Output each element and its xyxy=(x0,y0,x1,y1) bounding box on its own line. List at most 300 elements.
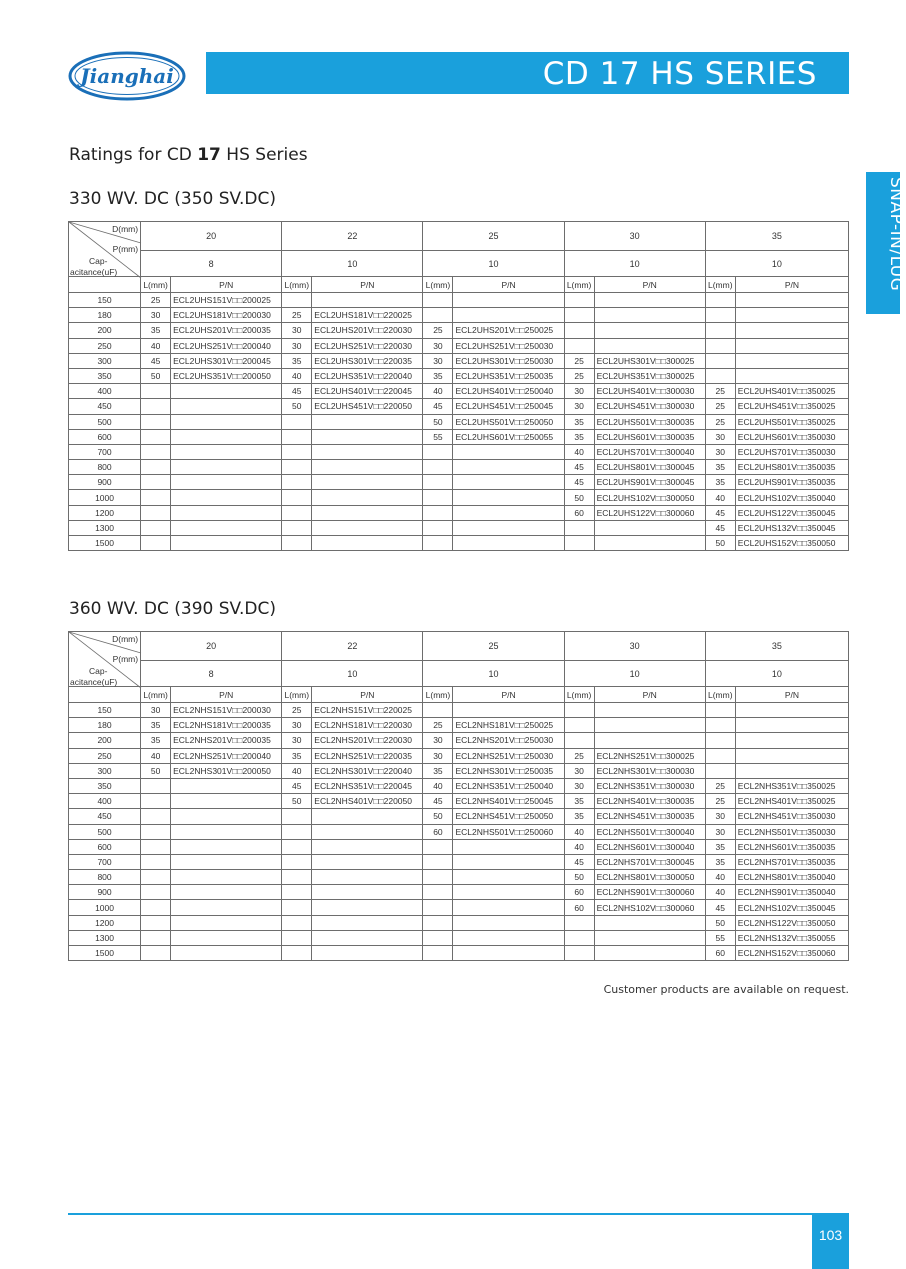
length-cell: 35 xyxy=(564,809,594,824)
part-number-cell: ECL2NHS401V□□300035 xyxy=(594,794,705,809)
diameter-header: 30 xyxy=(564,222,705,251)
length-cell: 40 xyxy=(705,885,735,900)
part-number-cell xyxy=(171,839,282,854)
part-number-cell xyxy=(171,778,282,793)
length-cell: 45 xyxy=(564,854,594,869)
side-tab-label: SNAP-IN/LUG xyxy=(886,177,906,292)
part-number-cell xyxy=(171,460,282,475)
capacitance-cell: 1000 xyxy=(69,900,141,915)
length-cell xyxy=(282,839,312,854)
table-row xyxy=(69,353,849,368)
heading-suffix: HS Series xyxy=(220,145,308,165)
part-number-cell xyxy=(735,293,848,308)
length-cell xyxy=(423,505,453,520)
pn-header: P/N xyxy=(735,277,848,293)
length-cell xyxy=(141,460,171,475)
length-cell: 45 xyxy=(423,399,453,414)
part-number-cell: ECL2UHS251V□□220030 xyxy=(312,338,423,353)
length-cell xyxy=(141,384,171,399)
part-number-cell xyxy=(594,338,705,353)
part-number-cell: ECL2UHS251V□□200040 xyxy=(171,338,282,353)
length-cell: 35 xyxy=(282,353,312,368)
length-cell: 45 xyxy=(564,460,594,475)
diameter-header: 25 xyxy=(423,222,564,251)
length-cell xyxy=(282,414,312,429)
part-number-cell xyxy=(312,444,423,459)
table-row xyxy=(69,384,849,399)
part-number-cell: ECL2UHS401V□□350025 xyxy=(735,384,848,399)
length-cell xyxy=(282,520,312,535)
length-cell xyxy=(564,930,594,945)
length-cell: 35 xyxy=(564,794,594,809)
part-number-cell xyxy=(171,475,282,490)
length-cell xyxy=(423,885,453,900)
table-row xyxy=(69,293,849,308)
length-header: L(mm) xyxy=(705,687,735,703)
capacitance-cell: 300 xyxy=(69,763,141,778)
length-cell: 25 xyxy=(705,414,735,429)
part-number-cell xyxy=(453,930,564,945)
part-number-cell: ECL2UHS152V□□350050 xyxy=(735,536,848,551)
length-cell: 40 xyxy=(705,870,735,885)
length-cell xyxy=(564,520,594,535)
part-number-cell: ECL2UHS301V□□200045 xyxy=(171,353,282,368)
capacitance-cell: 250 xyxy=(69,748,141,763)
table-row xyxy=(69,946,849,961)
page-heading xyxy=(69,145,308,165)
length-cell xyxy=(423,915,453,930)
pitch-header: 8 xyxy=(141,251,282,277)
part-number-cell xyxy=(312,885,423,900)
length-cell: 60 xyxy=(564,900,594,915)
length-cell: 30 xyxy=(282,338,312,353)
length-cell xyxy=(141,870,171,885)
pitch-header: 10 xyxy=(705,661,848,687)
length-cell: 50 xyxy=(282,794,312,809)
part-number-cell: ECL2NHS181V□□250025 xyxy=(453,718,564,733)
part-number-cell xyxy=(171,536,282,551)
length-cell xyxy=(282,490,312,505)
capacitance-cell: 600 xyxy=(69,839,141,854)
length-cell: 60 xyxy=(564,885,594,900)
length-cell xyxy=(282,870,312,885)
part-number-cell xyxy=(171,444,282,459)
part-number-cell xyxy=(171,809,282,824)
length-cell: 50 xyxy=(282,399,312,414)
part-number-cell: ECL2UHS401V□□250040 xyxy=(453,384,564,399)
table-row xyxy=(69,718,849,733)
length-cell: 30 xyxy=(282,718,312,733)
length-cell: 25 xyxy=(705,794,735,809)
length-cell: 50 xyxy=(423,414,453,429)
availability-note: Customer products are available on request. xyxy=(603,983,849,996)
pn-header: P/N xyxy=(453,687,564,703)
jianghai-logo xyxy=(67,50,187,102)
length-header: L(mm) xyxy=(423,277,453,293)
part-number-cell xyxy=(171,794,282,809)
part-number-cell: ECL2NHS701V□□350035 xyxy=(735,854,848,869)
length-cell: 30 xyxy=(705,824,735,839)
pitch-header: 10 xyxy=(705,251,848,277)
part-number-cell xyxy=(453,870,564,885)
table-row xyxy=(69,520,849,535)
capacitance-cell: 150 xyxy=(69,293,141,308)
blank-label-cell xyxy=(69,687,141,703)
length-cell: 50 xyxy=(141,763,171,778)
length-cell: 30 xyxy=(282,323,312,338)
diameter-header: 20 xyxy=(141,632,282,661)
length-header: L(mm) xyxy=(141,277,171,293)
part-number-cell xyxy=(453,946,564,961)
length-cell: 35 xyxy=(564,414,594,429)
length-cell xyxy=(423,930,453,945)
length-cell: 30 xyxy=(705,444,735,459)
part-number-cell: ECL2UHS451V□□220050 xyxy=(312,399,423,414)
length-cell xyxy=(705,293,735,308)
length-cell xyxy=(141,520,171,535)
table-row xyxy=(69,703,849,718)
part-number-cell xyxy=(594,323,705,338)
pitch-header: 8 xyxy=(141,661,282,687)
length-header: L(mm) xyxy=(705,277,735,293)
length-cell xyxy=(423,308,453,323)
part-number-cell: ECL2UHS901V□□350035 xyxy=(735,475,848,490)
length-cell: 25 xyxy=(564,368,594,383)
part-number-cell: ECL2UHS102V□□350040 xyxy=(735,490,848,505)
part-number-cell: ECL2UHS181V□□220025 xyxy=(312,308,423,323)
part-number-cell: ECL2NHS102V□□350045 xyxy=(735,900,848,915)
part-number-cell: ECL2NHS401V□□250045 xyxy=(453,794,564,809)
length-header: L(mm) xyxy=(564,277,594,293)
part-number-cell: ECL2NHS201V□□250030 xyxy=(453,733,564,748)
ratings-table-330v xyxy=(68,221,849,551)
length-cell xyxy=(141,399,171,414)
part-number-cell: ECL2NHS901V□□300060 xyxy=(594,885,705,900)
length-cell xyxy=(423,475,453,490)
length-cell xyxy=(141,429,171,444)
length-cell xyxy=(282,900,312,915)
length-cell xyxy=(705,733,735,748)
part-number-cell: ECL2UHS351V□□200050 xyxy=(171,368,282,383)
length-cell xyxy=(282,885,312,900)
table-row xyxy=(69,399,849,414)
pitch-header: 10 xyxy=(423,661,564,687)
length-cell: 30 xyxy=(564,763,594,778)
pn-header: P/N xyxy=(171,277,282,293)
length-cell: 25 xyxy=(282,703,312,718)
length-cell: 55 xyxy=(423,429,453,444)
length-cell xyxy=(423,520,453,535)
part-number-cell: ECL2UHS122V□□300060 xyxy=(594,505,705,520)
part-number-cell: ECL2UHS451V□□300030 xyxy=(594,399,705,414)
capacitance-cell: 1200 xyxy=(69,505,141,520)
length-cell: 35 xyxy=(705,475,735,490)
pitch-header: 10 xyxy=(282,251,423,277)
length-cell xyxy=(705,718,735,733)
length-cell xyxy=(564,308,594,323)
length-cell: 60 xyxy=(423,824,453,839)
part-number-cell: ECL2NHS151V□□220025 xyxy=(312,703,423,718)
part-number-cell xyxy=(312,839,423,854)
length-cell: 35 xyxy=(564,429,594,444)
part-number-cell xyxy=(312,809,423,824)
part-number-cell: ECL2NHS451V□□300035 xyxy=(594,809,705,824)
part-number-cell: ECL2NHS251V□□220035 xyxy=(312,748,423,763)
part-number-cell: ECL2UHS301V□□220035 xyxy=(312,353,423,368)
part-number-cell xyxy=(312,824,423,839)
length-cell: 45 xyxy=(282,384,312,399)
capacitance-cell: 1300 xyxy=(69,930,141,945)
length-cell xyxy=(705,748,735,763)
part-number-cell: ECL2UHS181V□□200030 xyxy=(171,308,282,323)
part-number-cell: ECL2NHS601V□□300040 xyxy=(594,839,705,854)
part-number-cell: ECL2NHS401V□□220050 xyxy=(312,794,423,809)
length-cell xyxy=(564,718,594,733)
length-cell: 30 xyxy=(141,308,171,323)
capacitance-cell: 700 xyxy=(69,854,141,869)
corner-cell xyxy=(69,222,141,277)
length-cell: 35 xyxy=(141,718,171,733)
part-number-cell xyxy=(594,703,705,718)
length-cell: 35 xyxy=(141,733,171,748)
part-number-cell xyxy=(453,900,564,915)
part-number-cell xyxy=(312,854,423,869)
length-cell: 35 xyxy=(705,460,735,475)
part-number-cell: ECL2NHS501V□□300040 xyxy=(594,824,705,839)
length-cell: 40 xyxy=(564,824,594,839)
part-number-cell: ECL2UHS451V□□350025 xyxy=(735,399,848,414)
part-number-cell: ECL2NHS501V□□250060 xyxy=(453,824,564,839)
part-number-cell xyxy=(312,915,423,930)
part-number-cell: ECL2NHS122V□□350050 xyxy=(735,915,848,930)
table-row xyxy=(69,444,849,459)
capacitance-cell: 250 xyxy=(69,338,141,353)
table-row xyxy=(69,809,849,824)
part-number-cell xyxy=(453,505,564,520)
length-cell xyxy=(705,353,735,368)
part-number-cell xyxy=(312,460,423,475)
length-cell: 40 xyxy=(141,338,171,353)
part-number-cell xyxy=(594,915,705,930)
length-cell: 30 xyxy=(423,353,453,368)
diameter-header: 35 xyxy=(705,632,848,661)
length-cell: 60 xyxy=(564,505,594,520)
table-row xyxy=(69,338,849,353)
table-row xyxy=(69,824,849,839)
capacitance-cell: 150 xyxy=(69,703,141,718)
part-number-cell: ECL2UHS701V□□300040 xyxy=(594,444,705,459)
part-number-cell xyxy=(171,520,282,535)
length-header: L(mm) xyxy=(423,687,453,703)
length-cell xyxy=(141,809,171,824)
part-number-cell: ECL2NHS301V□□250035 xyxy=(453,763,564,778)
length-cell: 30 xyxy=(564,399,594,414)
part-number-cell: ECL2NHS301V□□200050 xyxy=(171,763,282,778)
table1-title: 330 WV. DC (350 SV.DC) xyxy=(69,189,276,209)
length-cell xyxy=(282,505,312,520)
length-cell xyxy=(141,536,171,551)
table-row xyxy=(69,429,849,444)
length-cell: 30 xyxy=(423,748,453,763)
pn-header: P/N xyxy=(312,687,423,703)
length-cell xyxy=(141,854,171,869)
pitch-header: 10 xyxy=(423,251,564,277)
part-number-cell: ECL2UHS151V□□200025 xyxy=(171,293,282,308)
capacitance-cell: 500 xyxy=(69,824,141,839)
length-cell: 50 xyxy=(141,368,171,383)
length-cell xyxy=(705,368,735,383)
part-number-cell: ECL2NHS351V□□300030 xyxy=(594,778,705,793)
length-header: L(mm) xyxy=(282,277,312,293)
length-cell: 45 xyxy=(282,778,312,793)
capacitance-cell: 1300 xyxy=(69,520,141,535)
capacitance-cell: 600 xyxy=(69,429,141,444)
corner-cap-label-1: Cap- xyxy=(89,666,108,676)
part-number-cell: ECL2UHS201V□□220030 xyxy=(312,323,423,338)
table-row xyxy=(69,308,849,323)
part-number-cell: ECL2NHS801V□□300050 xyxy=(594,870,705,885)
length-cell xyxy=(564,915,594,930)
part-number-cell: ECL2NHS301V□□300030 xyxy=(594,763,705,778)
length-cell xyxy=(141,915,171,930)
part-number-cell: ECL2NHS251V□□200040 xyxy=(171,748,282,763)
length-cell: 45 xyxy=(705,520,735,535)
part-number-cell xyxy=(453,520,564,535)
part-number-cell xyxy=(453,915,564,930)
part-number-cell: ECL2UHS601V□□350030 xyxy=(735,429,848,444)
capacitance-cell: 450 xyxy=(69,399,141,414)
part-number-cell: ECL2UHS301V□□300025 xyxy=(594,353,705,368)
length-cell: 25 xyxy=(705,384,735,399)
length-cell: 40 xyxy=(423,778,453,793)
part-number-cell xyxy=(594,308,705,323)
series-title: CD 17 HS SERIES xyxy=(542,56,817,92)
table-row xyxy=(69,536,849,551)
length-cell: 45 xyxy=(423,794,453,809)
part-number-cell: ECL2UHS801V□□300045 xyxy=(594,460,705,475)
part-number-cell: ECL2UHS301V□□250030 xyxy=(453,353,564,368)
length-cell: 40 xyxy=(564,839,594,854)
part-number-cell xyxy=(312,293,423,308)
length-cell: 30 xyxy=(141,703,171,718)
part-number-cell xyxy=(312,900,423,915)
length-cell xyxy=(141,885,171,900)
part-number-cell xyxy=(594,536,705,551)
part-number-cell xyxy=(171,399,282,414)
capacitance-cell: 1500 xyxy=(69,536,141,551)
page-number: 103 xyxy=(818,1227,843,1243)
table-row xyxy=(69,460,849,475)
part-number-cell xyxy=(594,520,705,535)
length-cell xyxy=(282,854,312,869)
diameter-header: 22 xyxy=(282,222,423,251)
part-number-cell xyxy=(594,718,705,733)
length-cell xyxy=(423,460,453,475)
part-number-cell: ECL2UHS351V□□250035 xyxy=(453,368,564,383)
pn-header: P/N xyxy=(735,687,848,703)
table-row xyxy=(69,475,849,490)
part-number-cell xyxy=(312,536,423,551)
length-cell xyxy=(564,293,594,308)
part-number-cell: ECL2NHS601V□□350035 xyxy=(735,839,848,854)
part-number-cell xyxy=(171,505,282,520)
corner-labels xyxy=(69,222,140,276)
corner-cell xyxy=(69,632,141,687)
part-number-cell: ECL2UHS122V□□350045 xyxy=(735,505,848,520)
diameter-header: 30 xyxy=(564,632,705,661)
part-number-cell xyxy=(171,824,282,839)
table-row xyxy=(69,733,849,748)
length-cell xyxy=(423,839,453,854)
length-cell: 25 xyxy=(423,323,453,338)
part-number-cell: ECL2NHS301V□□220040 xyxy=(312,763,423,778)
length-cell xyxy=(141,414,171,429)
length-cell xyxy=(282,824,312,839)
length-cell: 40 xyxy=(705,490,735,505)
part-number-cell xyxy=(171,885,282,900)
part-number-cell: ECL2UHS601V□□250055 xyxy=(453,429,564,444)
length-cell: 50 xyxy=(705,536,735,551)
length-cell: 40 xyxy=(564,444,594,459)
length-cell: 45 xyxy=(705,900,735,915)
part-number-cell xyxy=(171,900,282,915)
part-number-cell: ECL2UHS601V□□300035 xyxy=(594,429,705,444)
part-number-cell: ECL2UHS401V□□300030 xyxy=(594,384,705,399)
part-number-cell: ECL2UHS102V□□300050 xyxy=(594,490,705,505)
length-cell xyxy=(282,946,312,961)
part-number-cell xyxy=(171,930,282,945)
part-number-cell: ECL2NHS451V□□350030 xyxy=(735,809,848,824)
length-cell: 30 xyxy=(423,733,453,748)
part-number-cell: ECL2UHS801V□□350035 xyxy=(735,460,848,475)
length-cell xyxy=(705,338,735,353)
length-cell: 35 xyxy=(423,763,453,778)
corner-d-label: D(mm) xyxy=(112,634,139,644)
part-number-cell: ECL2UHS501V□□250050 xyxy=(453,414,564,429)
capacitance-cell: 200 xyxy=(69,733,141,748)
capacitance-cell: 800 xyxy=(69,460,141,475)
capacitance-cell: 350 xyxy=(69,368,141,383)
table-row xyxy=(69,368,849,383)
part-number-cell xyxy=(453,293,564,308)
length-cell: 40 xyxy=(141,748,171,763)
part-number-cell: ECL2NHS801V□□350040 xyxy=(735,870,848,885)
length-cell xyxy=(141,930,171,945)
corner-cap-label-2: acitance(uF) xyxy=(70,267,118,277)
length-cell xyxy=(564,733,594,748)
length-cell: 50 xyxy=(564,870,594,885)
part-number-cell xyxy=(594,946,705,961)
length-cell xyxy=(282,915,312,930)
length-cell xyxy=(564,703,594,718)
part-number-cell xyxy=(594,930,705,945)
table-row xyxy=(69,854,849,869)
part-number-cell xyxy=(453,444,564,459)
table-row xyxy=(69,323,849,338)
table-row xyxy=(69,748,849,763)
table-row xyxy=(69,839,849,854)
part-number-cell: ECL2NHS152V□□350060 xyxy=(735,946,848,961)
length-cell xyxy=(282,429,312,444)
length-cell: 30 xyxy=(564,384,594,399)
blank-label-cell xyxy=(69,277,141,293)
part-number-cell xyxy=(735,703,848,718)
part-number-cell: ECL2NHS701V□□300045 xyxy=(594,854,705,869)
part-number-cell: ECL2NHS102V□□300060 xyxy=(594,900,705,915)
part-number-cell xyxy=(312,505,423,520)
length-header: L(mm) xyxy=(564,687,594,703)
part-number-cell xyxy=(453,885,564,900)
